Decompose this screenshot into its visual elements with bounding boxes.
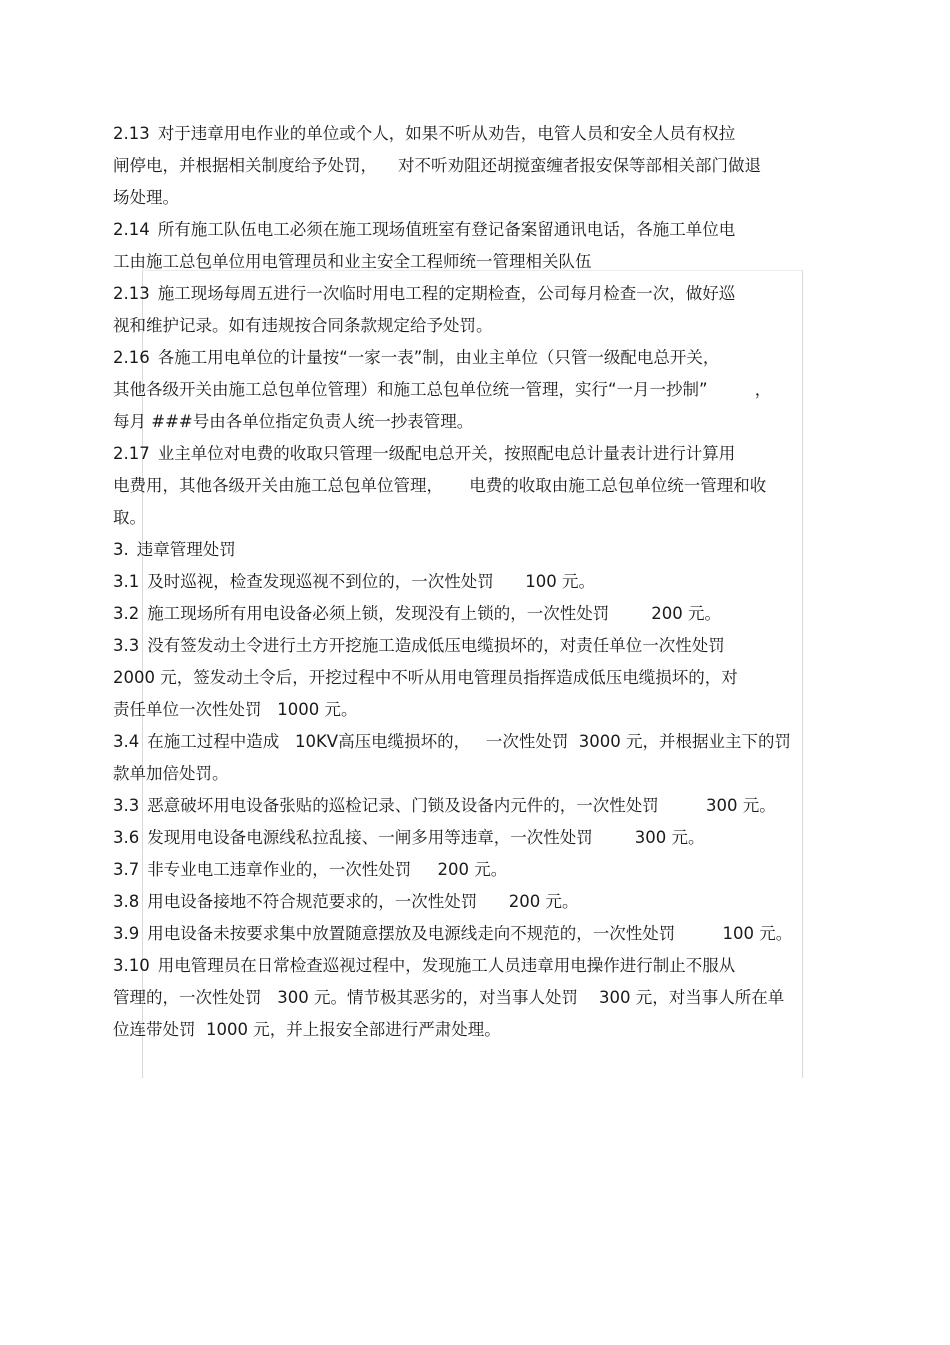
text-line <box>113 438 838 470</box>
clause-text: 用电管理员在日常检查巡视过程中，发现施工人员违章用电操作进行制止不服从 <box>157 956 736 975</box>
clause-number: 2.14 <box>113 220 150 239</box>
text-line <box>113 118 838 150</box>
clause-text: 违章管理处罚 <box>136 540 236 559</box>
text-line <box>113 662 838 694</box>
clause-text: 对于违章用电作业的单位或个人，如果不听从劝告，电管人员和安全人员有权拉 <box>157 124 736 143</box>
clause-text: 责任单位一次性处罚 1000 元。 <box>113 700 358 719</box>
text-line <box>113 790 838 822</box>
clause-text: 各施工用电单位的计量按“一家一表”制，由业主单位（只管一级配电总开关， <box>157 348 720 367</box>
clause-text: 位连带处罚 1000 元，并上报安全部进行严肃处理。 <box>113 1020 501 1039</box>
text-line <box>113 1014 838 1046</box>
clause-number: 3.2 <box>113 604 140 623</box>
text-line <box>113 150 838 182</box>
clause-text: 用电设备未按要求集中放置随意摆放及电源线走向不规范的，一次性处罚 100 元。 <box>147 924 793 943</box>
clause-text: 视和维护记录。如有违规按合同条款规定给予处罚。 <box>113 316 493 335</box>
text-line <box>113 342 838 374</box>
clause-text: 非专业电工违章作业的，一次性处罚 200 元。 <box>147 860 508 879</box>
document-body <box>113 118 838 1046</box>
text-line <box>113 598 838 630</box>
clause-number: 3. <box>113 540 129 559</box>
text-line <box>113 470 838 502</box>
clause-text: 发现用电设备电源线私拉乱接、一闸多用等违章，一次性处罚 300 元。 <box>147 828 705 847</box>
clause-number: 3.9 <box>113 924 140 943</box>
clause-text: 所有施工队伍电工必须在施工现场值班室有登记备案留通讯电话，各施工单位电 <box>157 220 736 239</box>
text-line <box>113 182 838 214</box>
clause-text: 施工现场所有用电设备必须上锁，发现没有上锁的，一次性处罚 200 元。 <box>147 604 721 623</box>
clause-text: 用电设备接地不符合规范要求的，一次性处罚 200 元。 <box>147 892 579 911</box>
clause-text: 其他各级开关由施工总包单位管理）和施工总包单位统一管理，实行“一月一抄制” ， <box>113 380 772 399</box>
clause-number: 3.3 <box>113 796 140 815</box>
clause-text: 闸停电，并根据相关制度给予处罚， 对不听劝阻还胡搅蛮缠者报安保等部相关部门做退 <box>113 156 761 175</box>
clause-number: 3.7 <box>113 860 140 879</box>
clause-number: 2.17 <box>113 444 150 463</box>
text-line <box>113 534 838 566</box>
text-line <box>113 854 838 886</box>
clause-number: 2.13 <box>113 124 150 143</box>
clause-text: 2000 元，签发动土令后，开挖过程中不听从用电管理员指挥造成低压电缆损坏的，对 <box>113 668 738 687</box>
text-line <box>113 310 838 342</box>
clause-number: 3.10 <box>113 956 150 975</box>
clause-number: 3.6 <box>113 828 140 847</box>
clause-text: 工由施工总包单位用电管理员和业主安全工程师统一管理相关队伍 <box>113 252 592 271</box>
clause-text: 在施工过程中造成 10KV高压电缆损坏的， 一次性处罚 3000 元，并根据业主下的罚 <box>147 732 792 751</box>
text-line <box>113 982 838 1014</box>
text-line <box>113 886 838 918</box>
text-line <box>113 502 838 534</box>
text-line <box>113 950 838 982</box>
text-line <box>113 630 838 662</box>
clause-number: 2.13 <box>113 284 150 303</box>
clause-text: 取。 <box>113 508 146 527</box>
text-line <box>113 406 838 438</box>
text-line <box>113 566 838 598</box>
text-line <box>113 214 838 246</box>
clause-number: 3.8 <box>113 892 140 911</box>
text-line <box>113 822 838 854</box>
clause-text: 每月 ###号由各单位指定负责人统一抄表管理。 <box>113 412 474 431</box>
clause-text: 恶意破坏用电设备张贴的巡检记录、门锁及设备内元件的，一次性处罚 300 元。 <box>147 796 776 815</box>
text-line <box>113 374 838 406</box>
clause-number: 3.1 <box>113 572 140 591</box>
clause-text: 业主单位对电费的收取只管理一级配电总开关，按照配电总计量表计进行计算用 <box>157 444 736 463</box>
clause-number: 2.16 <box>113 348 150 367</box>
clause-text: 场处理。 <box>113 188 179 207</box>
clause-number: 3.3 <box>113 636 140 655</box>
text-line <box>113 278 838 310</box>
clause-text: 款单加倍处罚。 <box>113 764 229 783</box>
text-line <box>113 694 838 726</box>
clause-text: 施工现场每周五进行一次临时用电工程的定期检查，公司每月检查一次，做好巡 <box>157 284 736 303</box>
clause-text: 管理的，一次性处罚 300 元。情节极其恶劣的，对当事人处罚 300 元，对当事人所在单 <box>113 988 785 1007</box>
text-line <box>113 918 838 950</box>
text-line <box>113 726 838 758</box>
clause-text: 电费用，其他各级开关由施工总包单位管理， 电费的收取由施工总包单位统一管理和收 <box>113 476 767 495</box>
clause-number: 3.4 <box>113 732 140 751</box>
clause-text: 没有签发动土令进行土方开挖施工造成低压电缆损坏的，对责任单位一次性处罚 <box>147 636 725 655</box>
text-line <box>113 246 838 278</box>
clause-text: 及时巡视，检查发现巡视不到位的，一次性处罚 100 元。 <box>147 572 595 591</box>
text-line <box>113 758 838 790</box>
